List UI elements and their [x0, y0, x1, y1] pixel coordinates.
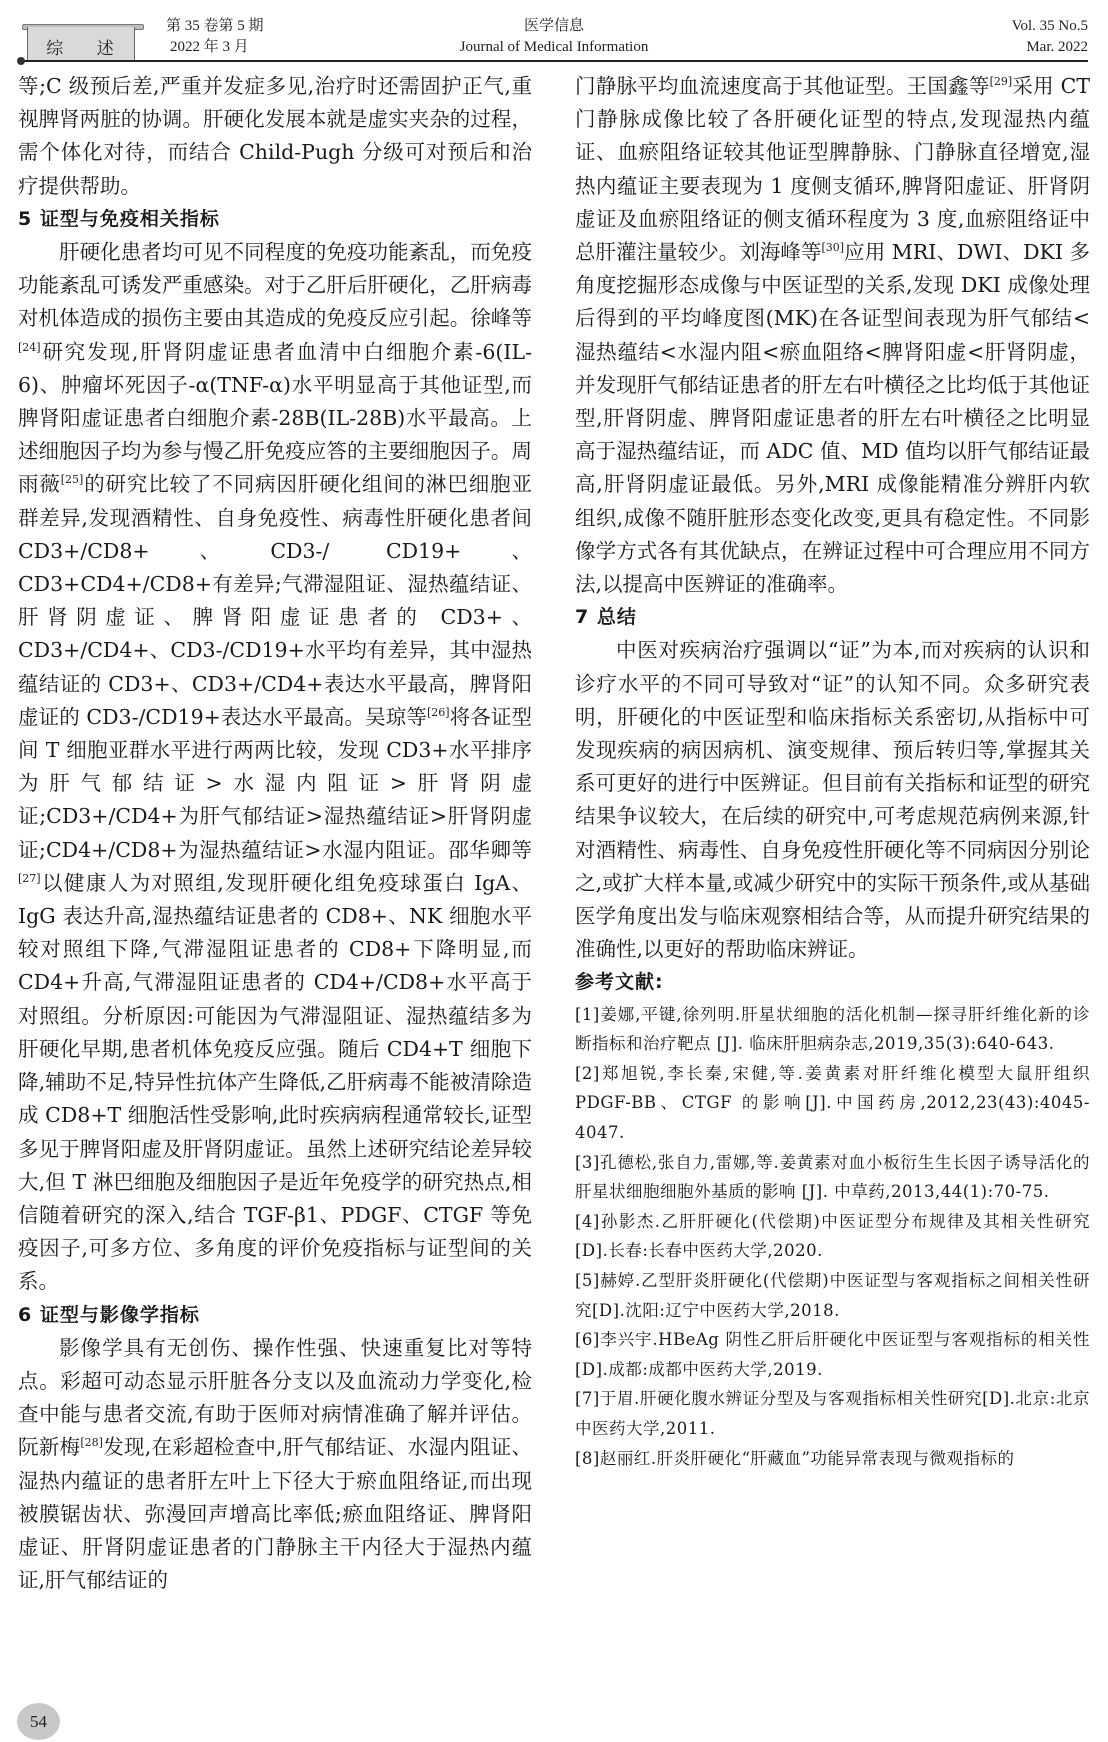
page-header: [0, 0, 1108, 62]
paragraph-imaging-cont: [575, 70, 1090, 601]
right-column: [575, 70, 1090, 1473]
volume-issue-cn: 第 35 卷第 5 期: [166, 18, 264, 34]
citation-30[interactable]: [30]: [821, 241, 845, 255]
references-title: 参考文献:: [575, 971, 664, 994]
date-cn: 2022 年 3 月: [170, 39, 249, 55]
paragraph-imaging: [18, 1332, 532, 1598]
reference-item: [2]郑旭锐,李长秦,宋健,等.姜黄素对肝纤维化模型大鼠肝组织 PDGF-BB、CTGF 的影响[J].中国药房,2012,23(43):4045-4047.: [575, 1063, 1090, 1143]
reference-item: [8]赵丽红.肝炎肝硬化“肝藏血”功能异常表现与微观指标的: [575, 1448, 1015, 1468]
reference-item: [5]赫婷.乙型肝炎肝硬化(代偿期)中医证型与客观指标之间相关性研究[D].沈阳:辽宁中医药大学,2018.: [575, 1271, 1090, 1320]
citation-26[interactable]: [26]: [426, 706, 450, 720]
paragraph-summary: 中医对疾病治疗强调以“证”为本,而对疾病的认识和诊疗水平的不同可导致对“证”的认知不同。众多研究表明，肝硬化的中医证型和临床指标关系密切,从指标中可发现疾病的病因病机、演变规律、预后转归等,掌握其关系可更好的进行中医辨证。但目前有关指标和证型的研究结果争议较大，在后续的研究中,可考虑规范病例来源,针对酒精性、病毒性、自身免疫性肝硬化等不同病因分别论之,或扩大样本量,或减少研究中的实际干预条件,或从基础医学角度出发与临床观察相结合等，从而提升研究结果的准确性,以更好的帮助临床辨证。: [575, 638, 1090, 962]
paragraph-immune: [18, 236, 532, 1299]
reference-item: [7]于眉.肝硬化腹水辨证分型及与客观指标相关性研究[D].北京:北京中医药大学,2011.: [575, 1389, 1090, 1438]
section-5-title: 5 证型与免疫相关指标: [18, 207, 220, 230]
text: 应用 MRI、DWI、DKI 多角度挖掘形态成像与中医证型的关系,发现 DKI 成像处理后得到的平均峰度图(MK)在各证型间表现为肝气郁结<湿热蕴结<水湿内阻<瘀血阻络<脾肾阳虚<肝肾阴虚，并发现肝气郁结证患者的肝左右叶横径之比均低于其他证型,肝肾阴虚、脾肾阳虚证患者的肝左右叶横径之比明显高于湿热蕴结证，而 ADC 值、MD 值均以肝气郁结证最高,肝肾阴虚证最低。另外,MRI 成像能精准分辨肝内软组织,成像不随肝脏形态变化改变,更具有稳定性。不同影像学方式各有其优缺点，在辨证过程中可合理应用不同方法,以提高中医辨证的准确率。: [575, 240, 1091, 597]
citation-25[interactable]: [25]: [60, 473, 84, 487]
reference-item: [6]李兴宇.HBeAg 阴性乙肝后肝硬化中医证型与客观指标的相关性[D].成都:成都中医药大学,2019.: [575, 1330, 1090, 1379]
date-en: Mar. 2022: [1026, 39, 1088, 55]
page-number: 54: [17, 1703, 60, 1740]
section-6-title: 6 证型与影像学指标: [18, 1303, 200, 1326]
left-column: [18, 70, 532, 1597]
reference-list: [575, 1000, 1090, 1474]
citation-29[interactable]: [29]: [989, 75, 1013, 89]
text: 门静脉平均血流速度高于其他证型。王国鑫等: [575, 74, 990, 98]
journal-title-cn: 医学信息: [523, 18, 584, 34]
reference-item: [3]孔德松,张自力,雷娜,等.姜黄素对血小板衍生生长因子诱导活化的肝星状细胞细胞外基质的影响 [J]. 中草药,2013,44(1):70-75.: [575, 1152, 1090, 1202]
section-tab-label: 综 述: [46, 39, 128, 59]
text: 的研究比较了不同病因肝硬化组间的淋巴细胞亚群差异,发现酒精性、自身免疫性、病毒性肝硬化患者间 CD3+/CD8+、CD3-/ CD19+、CD3+CD4+/CD8+有差异;气滞湿阻证、湿热蕴结证、肝肾阴虚证、脾肾阳虚证患者的 CD3+、CD3+/CD4+、CD3-/CD19+水平均有差异，其中湿热蕴结证的 CD3+、CD3+/CD4+表达水平最高，脾肾阳虚证的 CD3-/CD19+表达水平最高。吴琼等: [18, 472, 533, 729]
paragraph-child-pugh: 等;C 级预后差,严重并发症多见,治疗时还需固护正气,重视脾肾两脏的协调。肝硬化发展本就是虚实夹杂的过程，需个体化对待，而结合 Child-Pugh 分级可对预后和治疗提供帮助。: [18, 74, 532, 198]
text: 以健康人为对照组,发现肝硬化组免疫球蛋白 IgA、IgG 表达升高,湿热蕴结证患者的 CD8+、NK 细胞水平较对照组下降,气滞湿阻证患者的 CD8+下降明显,而 CD4+升高,气滞湿阻证患者的 CD4+/CD8+水平高于对照组。分析原因:可能因为气滞湿阻证、湿热蕴结多为肝硬化早期,患者机体免疫反应强。随后 CD4+T 细胞下降,辅助不足,特异性抗体产生降低,乙肝病毒不能被清除造成 CD8+T 细胞活性受影响,此时疾病病程通常较长,证型多见于脾肾阳虚及肝肾阴虚证。虽然上述研究结论差异较大,但 T 淋巴细胞及细胞因子是近年免疫学的研究热点,相信随着研究的深入,结合 TGF-β1、PDGF、CTGF 等免疫因子,可多方位、多角度的评价免疫指标与证型间的关系。: [18, 870, 532, 1294]
section-7-title: 7 总结: [575, 606, 637, 629]
citation-24[interactable]: [24]: [18, 340, 41, 354]
text: 采用 CT 门静脉成像比较了各肝硬化证型的特点,发现湿热内蕴证、血瘀阻络证较其他证型脾静脉、门静脉直径增宽,湿热内蕴证主要表现为 1 度侧支循环,脾肾阳虚证、肝肾阴虚证及血瘀阻络证的侧支循环程度为 3 度,血瘀阻络证中总肝灌注量较少。刘海峰等: [575, 74, 1090, 265]
citation-27[interactable]: [27]: [18, 872, 41, 886]
text: 将各证型间 T 细胞亚群水平进行两两比较，发现 CD3+水平排序为肝气郁结证>水湿内阻证>肝肾阴虚证;CD3+/CD4+为肝气郁结证>湿热蕴结证>肝肾阴虚证;CD4+/CD8+为湿热蕴结证>水湿内阻证。邵华卿等: [18, 704, 532, 862]
text: 研究发现,肝肾阴虚证患者血清中白细胞介素-6(IL-6)、肿瘤坏死因子-α(TNF-α)水平明显高于其他证型,而脾肾阳虚证患者白细胞介素-28B(IL-28B)水平最高。上述细胞因子均为参与慢乙肝免疫应答的主要细胞因子。周雨薇: [18, 339, 532, 497]
citation-28[interactable]: [28]: [80, 1436, 103, 1450]
reference-item: [4]孙影杰.乙肝肝硬化(代偿期)中医证型分布规律及其相关性研究[D].长春:长春中医药大学,2020.: [575, 1211, 1090, 1261]
text: 发现,在彩超检查中,肝气郁结证、水湿内阻证、湿热内蕴证的患者肝左叶上下径大于瘀血阻络证,而出现被膜锯齿状、弥漫回声增高比率低;瘀血阻络证、脾肾阳虚证、肝肾阴虚证患者的门静脉主干内径大于湿热内蕴证,肝气郁结证的: [18, 1435, 532, 1593]
reference-item: [1]姜娜,平键,徐列明.肝星状细胞的活化机制—探寻肝纤维化新的诊断指标和治疗靶点 [J]. 临床肝胆病杂志,2019,35(3):640-643.: [575, 1004, 1090, 1054]
journal-title-en: Journal of Medical Information: [459, 39, 649, 55]
header-rule-knob: [17, 57, 25, 65]
volume-issue-en: Vol. 35 No.5: [1011, 18, 1088, 34]
text: 肝硬化患者均可见不同程度的免疫功能紊乱，而免疫功能紊乱可诱发严重感染。对于乙肝后肝硬化，乙肝病毒对机体造成的损伤主要由其造成的免疫反应引起。徐峰等: [18, 240, 532, 331]
text: 影像学具有无创伤、操作性强、快速重复比对等特点。彩超可动态显示肝脏各分支以及血流动力学变化,检查中能与患者交流,有助于医师对病情准确了解并评估。阮新梅: [18, 1335, 532, 1460]
header-rule: [20, 60, 1088, 62]
